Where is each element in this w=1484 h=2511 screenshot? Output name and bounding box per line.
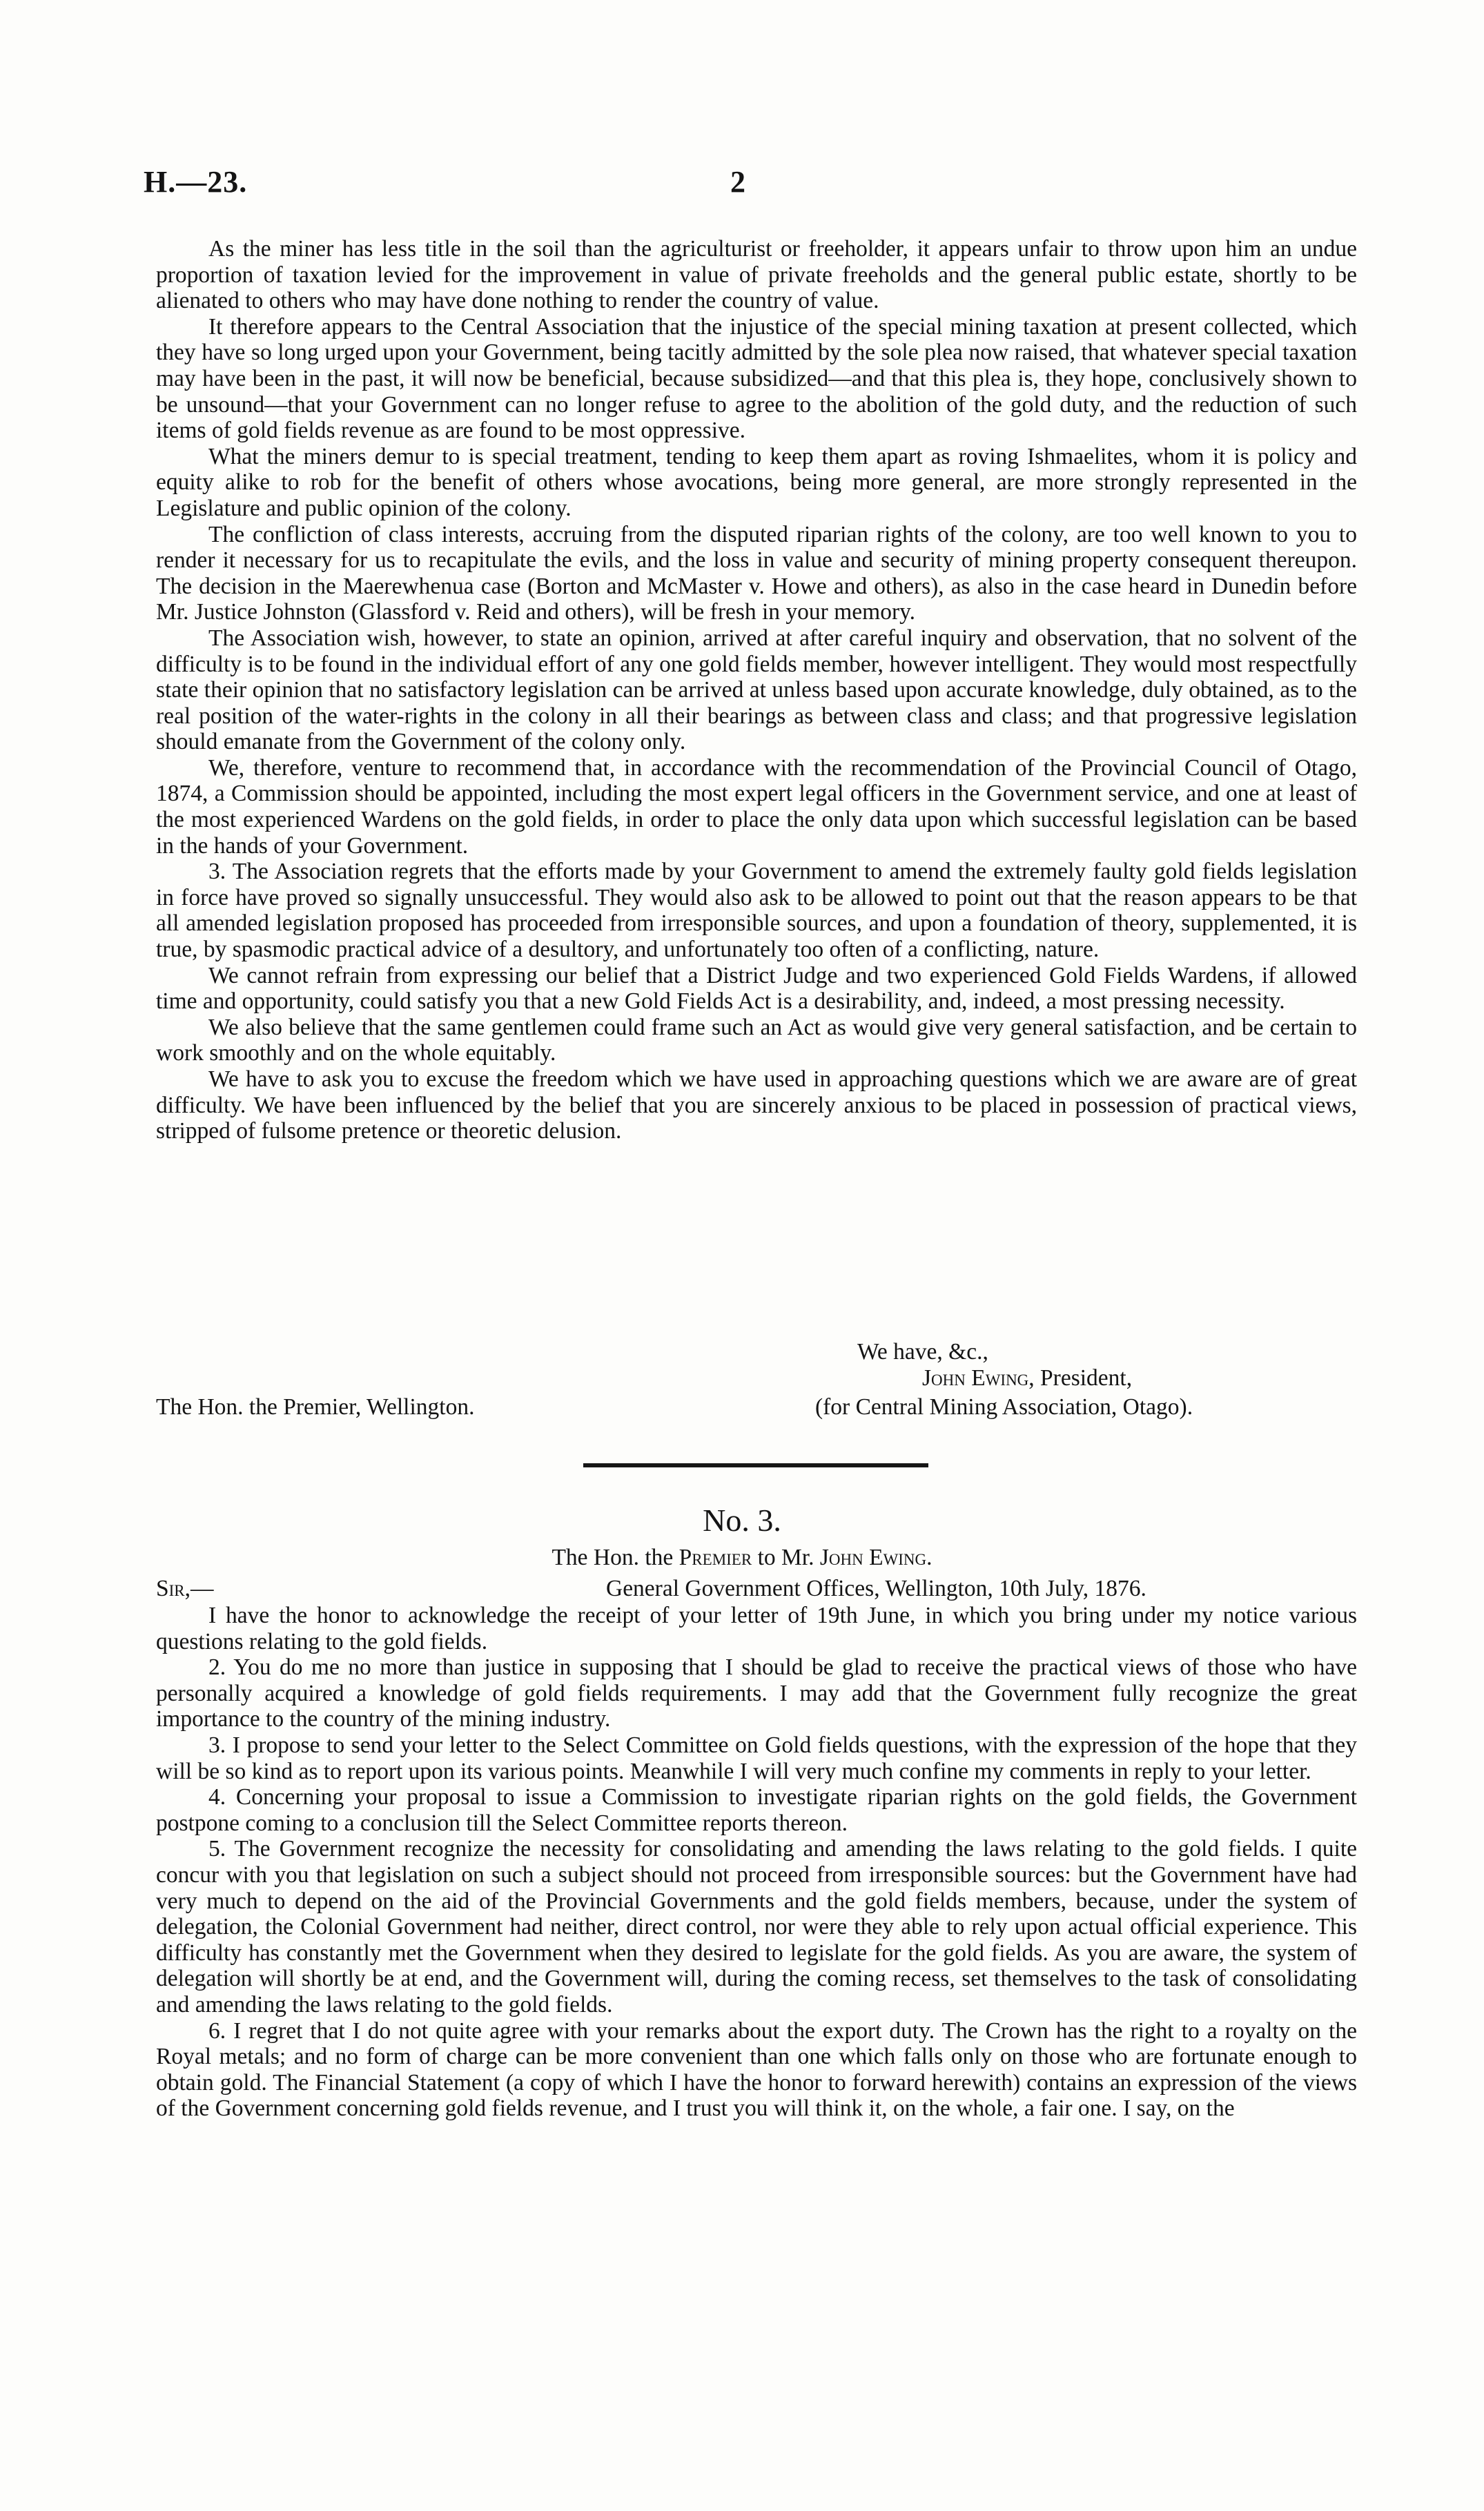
paragraph: We, therefore, venture to recommend that, in accordance with the recommendation of the Provincial Council of Otago, 1874, a Commission should be appointed, including the most expert legal officers in the Government service, and one at least of the most experienced Wardens on the gold fields, in order to place the only data upon which successful legislation can be based in the hands of your Government. (156, 754, 1357, 859)
page-header (144, 164, 1345, 206)
subtitle-text: to Mr. (752, 1545, 820, 1570)
signer-name: John Ewing (922, 1365, 1029, 1391)
paragraph: 6. I regret that I do not quite agree with your remarks about the export duty. The Crown has the right to a royalty on the Royal metals; and no form of charge can be more convenient than one which falls only on those who are fortunate enough to obtain gold. The Financial Statement (a copy of which I have the honor to forward herewith) contains an expression of the views of the Government concerning gold fields revenue, and I trust you will think it, on the whole, a fair one. I say, on the (156, 2017, 1357, 2122)
letter-number-title: No. 3. (703, 1503, 781, 1538)
paragraph: 3. The Association regrets that the efforts made by your Government to amend the extremely faulty gold fields legislation in force have proved so signally unsuccessful. They would also ask to be allowed to point out that the reason appears to be that all amended legislation proposed has proceeded from irresponsible sources, and upon a foundation of theory, supplemented, it is true, by spasmodic practical advice of a desultory, and unfortunately too often of a conflicting, nature. (156, 859, 1357, 963)
paragraph: 5. The Government recognize the necessity for consolidating and amending the laws relating to the gold fields. I quite concur with you that legislation on such a subject should not proceed from irresponsible sources: but the Government have had very much to depend on the aid of the Provincial Governments and the gold fields members, because, under the system of delegation, the Colonial Government had neither, direct control, nor were they able to rely upon actual official experience. This difficulty has constantly met the Government when they desired to legislate for the gold fields. As you are aware, the system of delegation will shortly be at end, and the Government will, during the coming recess, set themselves to the task of consolidating and amending the laws relating to the gold fields. (156, 1836, 1357, 2017)
letter-2-body (156, 236, 1357, 1144)
paragraph: I have the honor to acknowledge the receipt of your letter of 19th June, in which you bring under my notice various questions relating to the gold fields. (156, 1603, 1357, 1654)
paragraph: We also believe that the same gentlemen could frame such an Act as would give very general satisfaction, and be certain to work smoothly and on the whole equitably. (156, 1014, 1357, 1066)
salutation: Sir,— (156, 1576, 214, 1601)
paragraph: What the miners demur to is special treatment, tending to keep them apart as roving Ishmaelites, whom it is policy and equity alike to rob for the benefit of others whose avocations, being more general, are more strongly represented in the Legislature and public opinion of the colony. (156, 443, 1357, 521)
dateline: General Government Offices, Wellington, 10th July, 1876. (606, 1576, 1146, 1601)
paragraph: We have to ask you to excuse the freedom which we have used in approaching questions which we are aware are of great difficulty. We have been influenced by the belief that you are sincerely anxious to be placed in possession of practical views, stripped of fulsome pretence or theoretic delusion. (156, 1066, 1357, 1144)
letter-2-closing (156, 1339, 1357, 1443)
signer-title: , President, (1028, 1365, 1133, 1391)
closing-we-have: We have, &c., (857, 1339, 988, 1365)
signature-line (922, 1365, 1132, 1391)
subtitle-text: . (926, 1545, 933, 1570)
paragraph: The Association wish, however, to state an opinion, arrived at after careful inquiry and observation, that no solvent of the difficulty is to be found in the individual effort of any one gold fields member, however intelligent. They would most respectfully state their opinion that no satisfactory legislation can be arrived at unless based upon accurate knowledge, duly obtained, as to the real position of the water-rights in the colony in all their bearings as between class and class; and that progressive legislation should emanate from the Government of the colony only. (156, 625, 1357, 755)
subtitle-from: Premier (678, 1545, 752, 1570)
page-number: 2 (730, 165, 746, 199)
letter-3-body (156, 1603, 1357, 2122)
paragraph: 4. Concerning your proposal to issue a Commission to investigate riparian rights on the gold fields, the Government postpone coming to a conclusion till the Select Committee reports thereon. (156, 1784, 1357, 1836)
paragraph: We cannot refrain from expressing our belief that a District Judge and two experienced Gold Fields Wardens, if allowed time and opportunity, could satisfy you that a new Gold Fields Act is a desirability, and, indeed, a most pressing necessity. (156, 962, 1357, 1015)
subtitle-to: John Ewing (819, 1545, 927, 1570)
subtitle-text: The Hon. the (551, 1545, 679, 1570)
paragraph: 2. You do me no more than justice in supposing that I should be glad to receive the practical views of those who have personally acquired a knowledge of gold fields requirements. I may add that the Government fully recognize the great importance to the country of the mining industry. (156, 1654, 1357, 1732)
paragraph: The confliction of class interests, accruing from the disputed riparian rights of the colony, are too well known to you to render it necessary for us to recapitulate the evils, and the loss in value and security of mining property consequent thereupon. The decision in the Maerewhenua case (Borton and McMaster v. Howe and others), as also in the case heard in Dunedin before Mr. Justice Johnston (Glassford v. Reid and others), will be fresh in your memory. (156, 521, 1357, 625)
signer-organization: (for Central Mining Association, Otago). (815, 1394, 1193, 1420)
document-code: H.—23. (144, 165, 248, 199)
letter-subtitle (0, 1545, 1484, 1571)
paragraph: 3. I propose to send your letter to the Select Committee on Gold fields questions, with the expression of the hope that they will be so kind as to report upon its various points. Meanwhile I will very much confine my comments in reply to your letter. (156, 1732, 1357, 1784)
paragraph: As the miner has less title in the soil than the agriculturist or freeholder, it appears unfair to throw upon him an undue proportion of taxation levied for the improvement in value of private freeholds and the general public estate, shortly to be alienated to others who may have done nothing to render the country of value. (156, 236, 1357, 314)
section-divider (583, 1463, 928, 1467)
paragraph: It therefore appears to the Central Association that the injustice of the special mining taxation at present collected, which they have so long urged upon your Government, being tacitly admitted by the sole plea now raised, that whatever special taxation may have been in the past, it will now be beneficial, because subsidized—and that this plea is, they hope, conclusively shown to be unsound—that your Government can no longer refuse to agree to the abolition of the gold duty, and the reduction of such items of gold fields revenue as are found to be most oppressive. (156, 313, 1357, 444)
addressee: The Hon. the Premier, Wellington. (156, 1394, 475, 1420)
